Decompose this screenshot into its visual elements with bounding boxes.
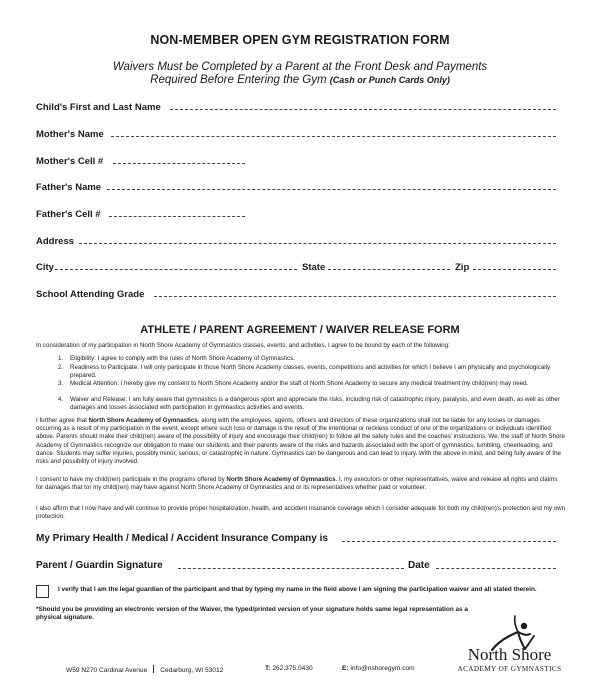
guardian-signature-field[interactable] [178, 568, 404, 569]
agreement-item-1: 1. Eligibility: I agree to comply with the rules of North Shore Academy of Gymnastics. [58, 355, 295, 362]
zip-label: Zip [455, 262, 470, 273]
school-field[interactable] [154, 296, 556, 297]
agreement-item-3: 3. Medical Attention: I hereby give my consent to North Shore Academy and/or the staff of North Shore Academy to secure any medical treatment my child(ren) may need. [58, 380, 529, 387]
agreement-intro: In consideration of my participation in North Shore Academy of Gymnastics classes, events, and activities, I agree to be bound by each of the following: [36, 342, 450, 349]
guardian-signature-label: Parent / Guardin Signature [36, 560, 163, 571]
mothers-cell-label: Mother's Cell # [36, 156, 104, 167]
agreement-title: ATHLETE / PARENT AGREEMENT / WAIVER RELEASE FORM [140, 324, 460, 336]
fathers-name-label: Father's Name [36, 182, 102, 193]
city-field[interactable] [55, 269, 297, 270]
electronic-signature-note: *Should you be providing an electronic version of the Waiver, the typed/printed version of your signature holds same legal representation as a physical signature. [36, 606, 468, 622]
form-subtitle-note: (Cash or Punch Cards Only) [329, 75, 450, 85]
agreement-paragraph-insurance: I also affirm that I now have and will continue to provide proper hospitalization, health, and accident insurance coverage which I consider adequate for both my child(ren)'s protection and my own protection. [36, 505, 566, 521]
logo-subtitle: ACADEMY OF GYMNASTICS [457, 665, 562, 673]
form-subtitle-line1: Waivers Must be Completed by a Parent at the Front Desk and Payments [112, 61, 488, 73]
date-label: Date [408, 560, 430, 571]
fathers-cell-label: Father's Cell # [36, 209, 101, 220]
logo-name: North Shore [467, 645, 552, 664]
agreement-paragraph-consent: I consent to have my child(ren) participate in the programs offered by North Shore Academy of Gymnastics. I, my executors or other representatives, waive and release all rights and claims for damages that tor my child(ren) may have against North Shore Academy of Gymnastics and or its representatives whether paid or volunteer. [36, 476, 558, 492]
mothers-cell-field[interactable] [113, 163, 245, 164]
address-label: Address [36, 236, 75, 247]
fathers-cell-field[interactable] [109, 216, 245, 217]
zip-field[interactable] [473, 269, 556, 270]
agreement-item-4: 4. Waiver and Release: I am fully aware that gymnastics is a dangerous sport and appreciate the risks, including risk of catastrophic injury, paralysis, and even death, as well as other damages and losses associated with participation in gymnastics activities and events. [58, 396, 560, 412]
fathers-name-field[interactable] [107, 189, 556, 190]
verify-statement: I verify that I am the legal guardian of the participant and that by typing my name in the field above I am signing the participation waiver and all stated therein. [58, 586, 537, 593]
mothers-name-field[interactable] [111, 136, 556, 137]
child-name-field[interactable] [170, 109, 556, 110]
agreement-paragraph-liability: I further agree that North Shore Academy of Gymnastics, along with the employees, agents, officers and directors of these organizations shall not be liable for any losses or damages occurring as a result of my participation in the event, except where such loss or damage is the result of the intentional or reckless conduct of one of the organizations or individuals identified above. Parents should make their child(ren) aware of the possibility of injury and encourage their child(ren) to follow all the safety rules and the coaches' instructions. We, the staff of North Shore Academy of Gymnastics recognize our obligation to make our students and their parents aware of the risks and hazards associated with the sport of gymnastics, tumbling, cheerleading, and dance. Students may suffer injuries, possibly minor, serious, or catastrophic in nature. Gymnastics can be dangerous and can lead to injury. With the above in mind, and being fully aware of the risks and possibility of injury involved. [36, 417, 565, 466]
verify-checkbox[interactable] [36, 585, 49, 598]
state-field[interactable] [328, 269, 450, 270]
city-label: City [36, 262, 54, 273]
mothers-name-label: Mother's Name [36, 129, 104, 140]
child-name-label: Child's First and Last Name [36, 102, 161, 113]
insurance-field[interactable] [342, 541, 556, 542]
insurance-label: My Primary Health / Medical / Accident Insurance Company is [36, 533, 328, 544]
form-subtitle-line2: Required Before Entering the Gym [150, 74, 327, 86]
footer-phone: T: 262.375.0430 [265, 665, 313, 672]
date-field[interactable] [436, 568, 556, 569]
state-label: State [302, 262, 326, 273]
agreement-item-2: 2. Readiness to Participate: I will only participate in those North Shore Academy classes, events, competitions and activities for which I believe I am physically and psychologically prepared. [58, 364, 551, 380]
form-title: NON-MEMBER OPEN GYM REGISTRATION FORM [150, 33, 450, 47]
address-field[interactable] [79, 243, 556, 244]
footer-address: W59 N270 Cardinal Avenue Cedarburg, WI 53012 [66, 667, 224, 674]
school-label: School Attending Grade [36, 289, 145, 300]
footer-email: E: info@nshoregym.com [342, 665, 415, 672]
